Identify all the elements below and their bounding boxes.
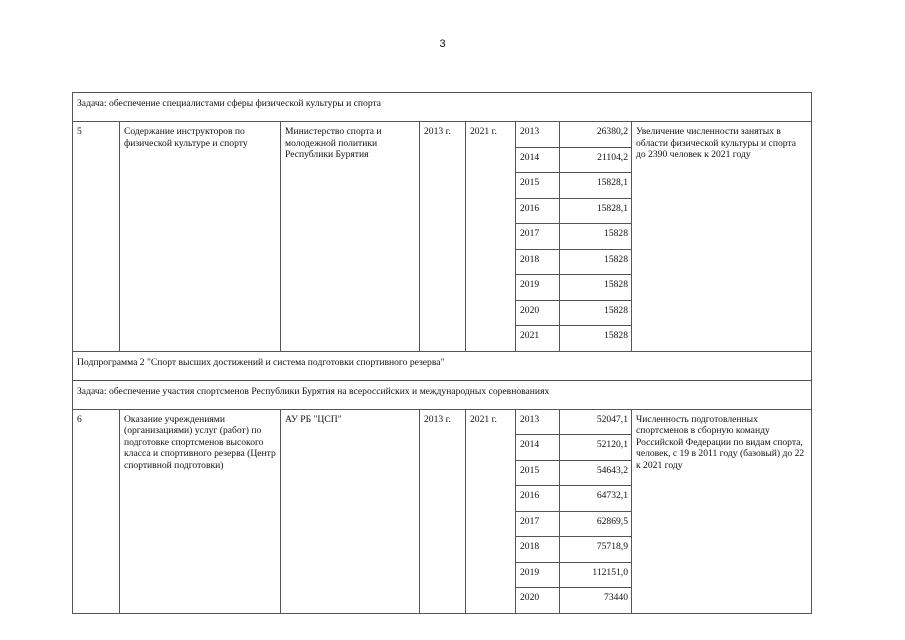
row-5-amount: 15828: [560, 326, 632, 352]
row-6-end-year: 2021 г.: [466, 409, 516, 613]
row-6-year: 2020: [516, 588, 560, 614]
program-measures-table: [72, 92, 812, 614]
row-5-expected-result: Увеличение численности занятых в области физической культуры и спорта до 2390 человек к 2021 году: [632, 122, 812, 352]
row-6-amount: 52120,1: [560, 435, 632, 461]
row-6-year: 2016: [516, 486, 560, 512]
row-5-year: 2013: [516, 122, 560, 148]
row-5-year: 2017: [516, 224, 560, 250]
row-5-year: 2019: [516, 275, 560, 301]
row-6-first: [73, 409, 812, 435]
section-row-task-1: [73, 93, 812, 122]
row-6-start-year: 2013 г.: [420, 409, 466, 613]
row-5-amount: 26380,2: [560, 122, 632, 148]
row-5-year: 2015: [516, 173, 560, 199]
row-6-year: 2015: [516, 460, 560, 486]
row-5-amount: 15828,1: [560, 198, 632, 224]
row-5-amount: 15828: [560, 224, 632, 250]
row-6-year: 2014: [516, 435, 560, 461]
row-6-year: 2017: [516, 511, 560, 537]
row-6-year: 2019: [516, 562, 560, 588]
row-5-first: [73, 122, 812, 148]
row-5-number: 5: [73, 122, 120, 352]
row-6-amount: 73440: [560, 588, 632, 614]
row-5-executor: Министерство спорта и молодежной политики Республики Бурятия: [281, 122, 420, 352]
row-6-amount: 112151,0: [560, 562, 632, 588]
row-6-year: 2018: [516, 537, 560, 563]
row-5-end-year: 2021 г.: [466, 122, 516, 352]
row-6-measure-name: Оказание учреждениями (организациями) услуг (работ) по подготовке спортсменов высокого класса и спортивного резерва (Центр спортивной подготовки): [120, 409, 281, 613]
row-6-amount: 54643,2: [560, 460, 632, 486]
row-6-amount: 62869,5: [560, 511, 632, 537]
row-6-year: 2013: [516, 409, 560, 435]
subprogram-2-title: Подпрограмма 2 "Спорт высших достижений и система подготовки спортивного резерва": [73, 351, 812, 380]
row-6-amount: 52047,1: [560, 409, 632, 435]
row-6-amount: 75718,9: [560, 537, 632, 563]
row-5-year: 2014: [516, 147, 560, 173]
section-row-task-2: [73, 380, 812, 409]
row-6-executor: АУ РБ "ЦСП": [281, 409, 420, 613]
row-5-amount: 15828: [560, 300, 632, 326]
row-6-amount: 64732,1: [560, 486, 632, 512]
task-1-title: Задача: обеспечение специалистами сферы физической культуры и спорта: [73, 93, 812, 122]
row-5-start-year: 2013 г.: [420, 122, 466, 352]
row-5-amount: 15828: [560, 249, 632, 275]
row-5-amount: 21104,2: [560, 147, 632, 173]
row-5-amount: 15828,1: [560, 173, 632, 199]
row-5-year: 2018: [516, 249, 560, 275]
row-5-measure-name: Содержание инструкторов по физической культуре и спорту: [120, 122, 281, 352]
row-5-amount: 15828: [560, 275, 632, 301]
row-5-year: 2016: [516, 198, 560, 224]
row-5-year: 2021: [516, 326, 560, 352]
section-row-subprogram-2: [73, 351, 812, 380]
row-6-number: 6: [73, 409, 120, 613]
row-5-year: 2020: [516, 300, 560, 326]
task-2-title: Задача: обеспечение участия спортсменов Республики Бурятия на всероссийских и международных соревнованиях: [73, 380, 812, 409]
page-number: 3: [439, 38, 446, 50]
row-6-expected-result: Численность подготовленных спортсменов в сборную команду Российской Федерации по видам спорта, человек, с 19 в 2011 году (базовый) до 22 к 2021 году: [632, 409, 812, 613]
